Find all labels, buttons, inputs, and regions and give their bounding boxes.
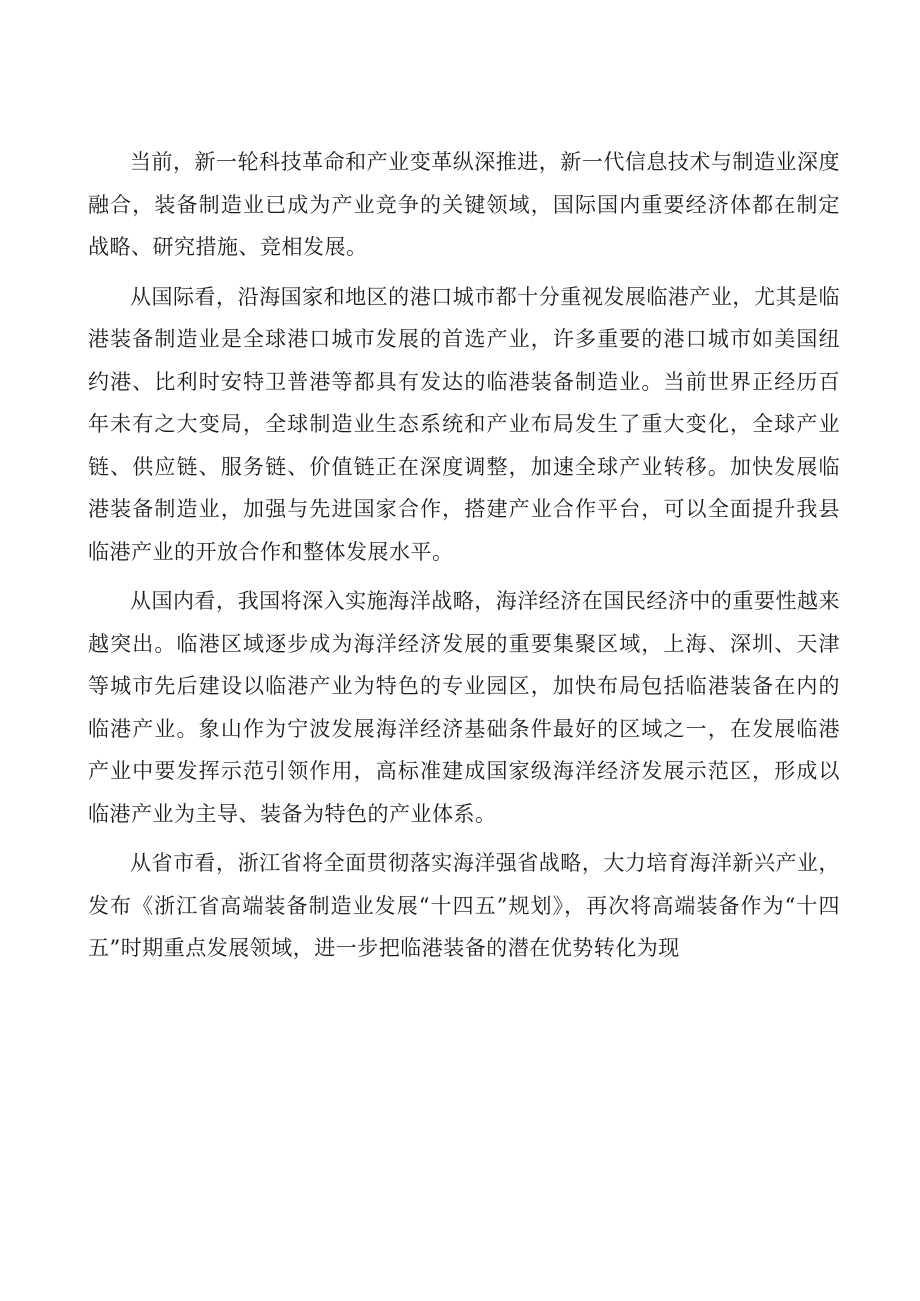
paragraph-provincial: 从省市看，浙江省将全面贯彻落实海洋强省战略，大力培育海洋新兴产业，发布《浙江省高端装备制造业发展“十四五”规划》，再次将高端装备作为“十四五”时期重点发展领域，进一步把临港装备的潜在优势转化为现 <box>88 851 840 960</box>
paragraph-domestic: 从国内看，我国将深入实施海洋战略，海洋经济在国民经济中的重要性越来越突出。临港区域逐步成为海洋经济发展的重要集聚区域，上海、深圳、天津等城市先后建设以临港产业为特色的专业园区，加快布局包括临港装备在内的临港产业。象山作为宁波发展海洋经济基础条件最好的区域之一，在发展临港产业中要发挥示范引领作用，高标准建成国家级海洋经济发展示范区，形成以临港产业为主导、装备为特色的产业体系。 <box>88 589 840 826</box>
paragraph-intro: 当前，新一轮科技革命和产业变革纵深推进，新一代信息技术与制造业深度融合，装备制造业已成为产业竞争的关键领域，国际国内重要经济体都在制定战略、研究措施、竞相发展。 <box>88 150 840 259</box>
paragraph-international: 从国际看，沿海国家和地区的港口城市都十分重视发展临港产业，尤其是临港装备制造业是全球港口城市发展的首选产业，许多重要的港口城市如美国纽约港、比利时安特卫普港等都具有发达的临港装备制造业。当前世界正经历百年未有之大变局，全球制造业生态系统和产业布局发生了重大变化，全球产业链、供应链、服务链、价值链正在深度调整，加速全球产业转移。加快发展临港装备制造业，加强与先进国家合作，搭建产业合作平台，可以全面提升我县临港产业的开放合作和整体发展水平。 <box>88 284 840 564</box>
document-body <box>88 141 840 977</box>
